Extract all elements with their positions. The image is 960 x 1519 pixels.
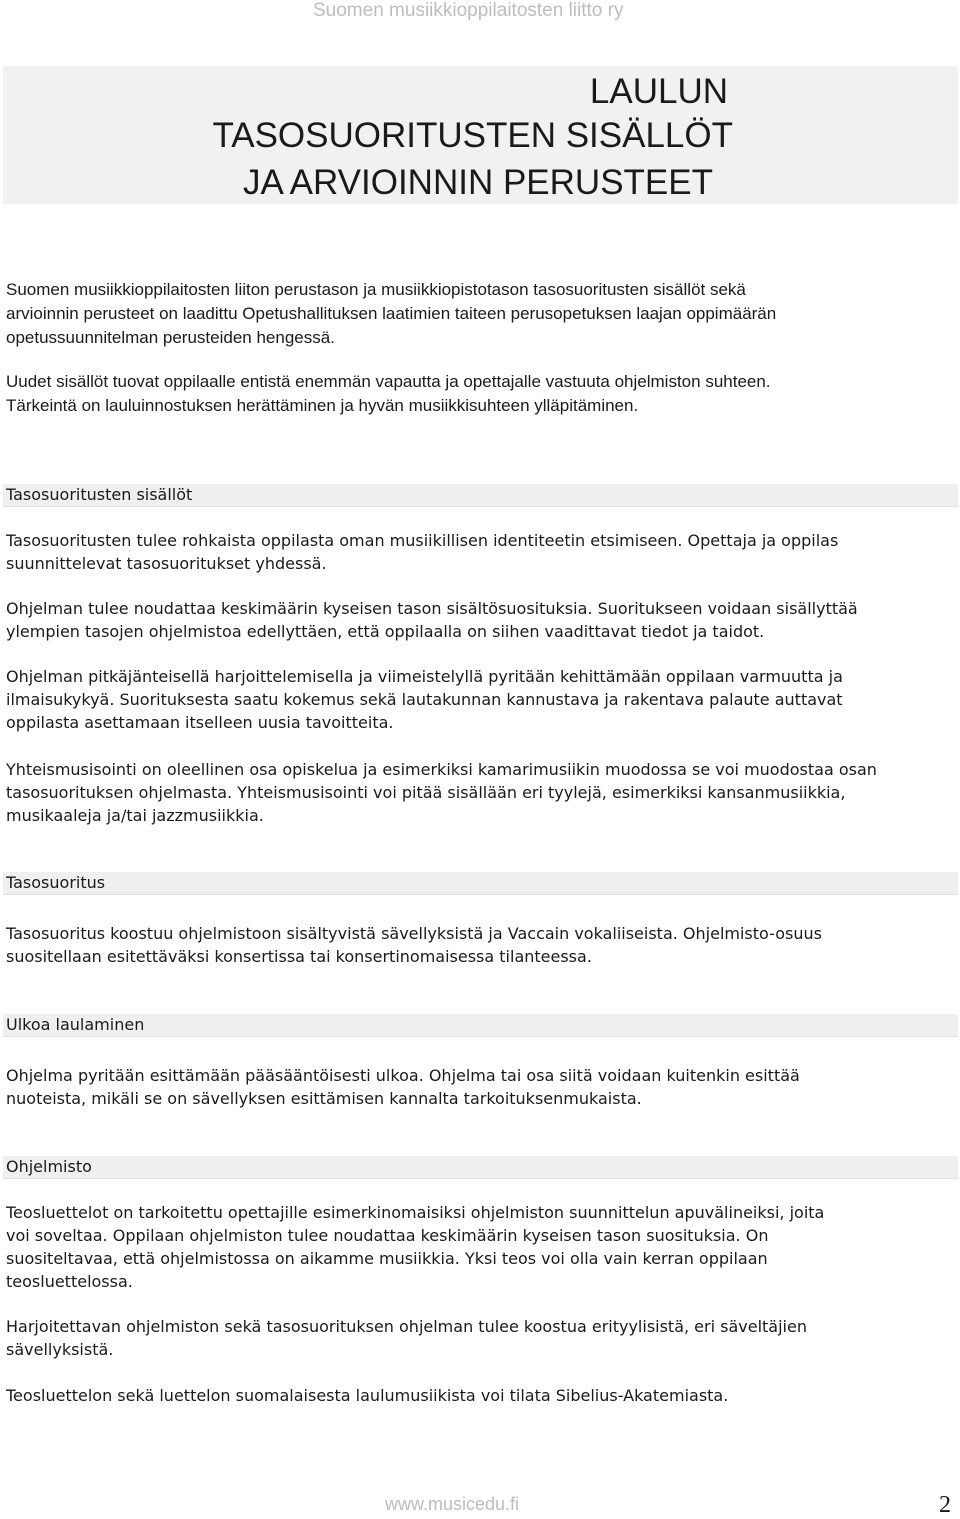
section4-paragraph-3: Teosluettelon sekä luettelon suomalaisesta laulumusiikista voi tilata Sibelius-Akatemiasta. (6, 1386, 729, 1405)
section-heading-tasosuoritus: Tasosuoritus (3, 872, 958, 895)
intro-paragraph-2: Uudet sisällöt tuovat oppilaalle entistä enemmän vapautta ja opettajalle vastuuta ohjelmiston suhteen. Tärkeintä on lauluinnostuksen herättäminen ja hyvän musiikkisuhteen ylläpitäminen. (6, 372, 771, 415)
footer-url: www.musicedu.fi (385, 1494, 520, 1514)
section4-paragraph-2: Harjoitettavan ohjelmiston sekä tasosuorituksen ohjelman tulee koostua erityylisistä, eri säveltäjien sävellyksistä. (6, 1317, 807, 1359)
section1-paragraph-2: Ohjelman tulee noudattaa keskimäärin kyseisen tason sisältösuosituksia. Suoritukseen voidaan sisällyttää ylempien tasojen ohjelmistoa edellyttäen, että oppilaalla on siihen vaadittavat tiedot ja taidot. (6, 599, 858, 641)
section3-paragraph-1: Ohjelma pyritään esittämään pääsääntöisesti ulkoa. Ohjelma tai osa siitä voidaan kuitenkin esittää nuoteista, mikäli se on sävellyksen esittämisen kannalta tarkoituksenmukaista. (6, 1066, 800, 1108)
section-heading-ulkoa-laulaminen: Ulkoa laulaminen (3, 1014, 958, 1037)
section1-paragraph-3: Ohjelman pitkäjänteisellä harjoittelemisella ja viimeistelyllä pyritään kehittämään oppilaan varmuutta ja ilmaisukykyä. Suorituksesta saatu kokemus sekä lautakunnan kannustava ja rakentava palaute auttavat oppilasta asettamaan itselleen uusia tavoitteita. (6, 667, 843, 732)
section1-paragraph-1: Tasosuoritusten tulee rohkaista oppilasta oman musiikillisen identiteetin etsimiseen. Opettaja ja oppilas suunnittelevat tasosuoritukset yhdessä. (6, 531, 839, 573)
section1-paragraph-4: Yhteismusisointi on oleellinen osa opiskelua ja esimerkiksi kamarimusiikin muodossa se voi muodostaa osan tasosuorituksen ohjelmasta. Yhteismusisointi voi pitää sisällään eri tyylejä, esimerkiksi kansanmusiikkia, musikaaleja ja/tai jazzmusiikkia. (6, 760, 877, 825)
title-line-2: TASOSUORITUSTEN SISÄLLÖT (212, 116, 733, 155)
title-line-3: JA ARVIOINNIN PERUSTEET (242, 163, 713, 202)
section4-paragraph-1: Teosluettelot on tarkoitettu opettajille esimerkinomaisiksi ohjelmiston suunnittelun apuvälineiksi, joita voi soveltaa. Oppilaan ohjelmiston tulee noudattaa keskimäärin kyseisen tason suosituksia. On suositeltavaa, että ohjelmistossa on aikamme musiikkia. Yksi teos voi olla vain kerran oppilaan teosluettelossa. (6, 1203, 825, 1291)
intro-paragraph-1: Suomen musiikkioppilaitosten liiton perustason ja musiikkiopistotason tasosuoritusten sisällöt sekä arvioinnin perusteet on laadittu Opetushallituksen laatimien taiteen perusopetuksen laajan oppimäärän opetussuunnitelman perusteiden hengessä. (6, 280, 777, 347)
page-number: 2 (939, 1492, 951, 1518)
running-header: Suomen musiikkioppilaitosten liitto ry (313, 0, 624, 21)
title-box (3, 66, 958, 204)
section-heading-ohjelmisto: Ohjelmisto (3, 1156, 958, 1179)
title-line-1: LAULUN (589, 72, 728, 111)
section-heading-tasosuoritusten-sisallot: Tasosuoritusten sisällöt (3, 484, 958, 507)
section2-paragraph-1: Tasosuoritus koostuu ohjelmistoon sisältyvistä sävellyksistä ja Vaccain vokaliiseista. Ohjelmisto-osuus suositellaan esitettäväksi konsertissa tai konsertinomaisessa tilanteessa. (6, 924, 822, 966)
